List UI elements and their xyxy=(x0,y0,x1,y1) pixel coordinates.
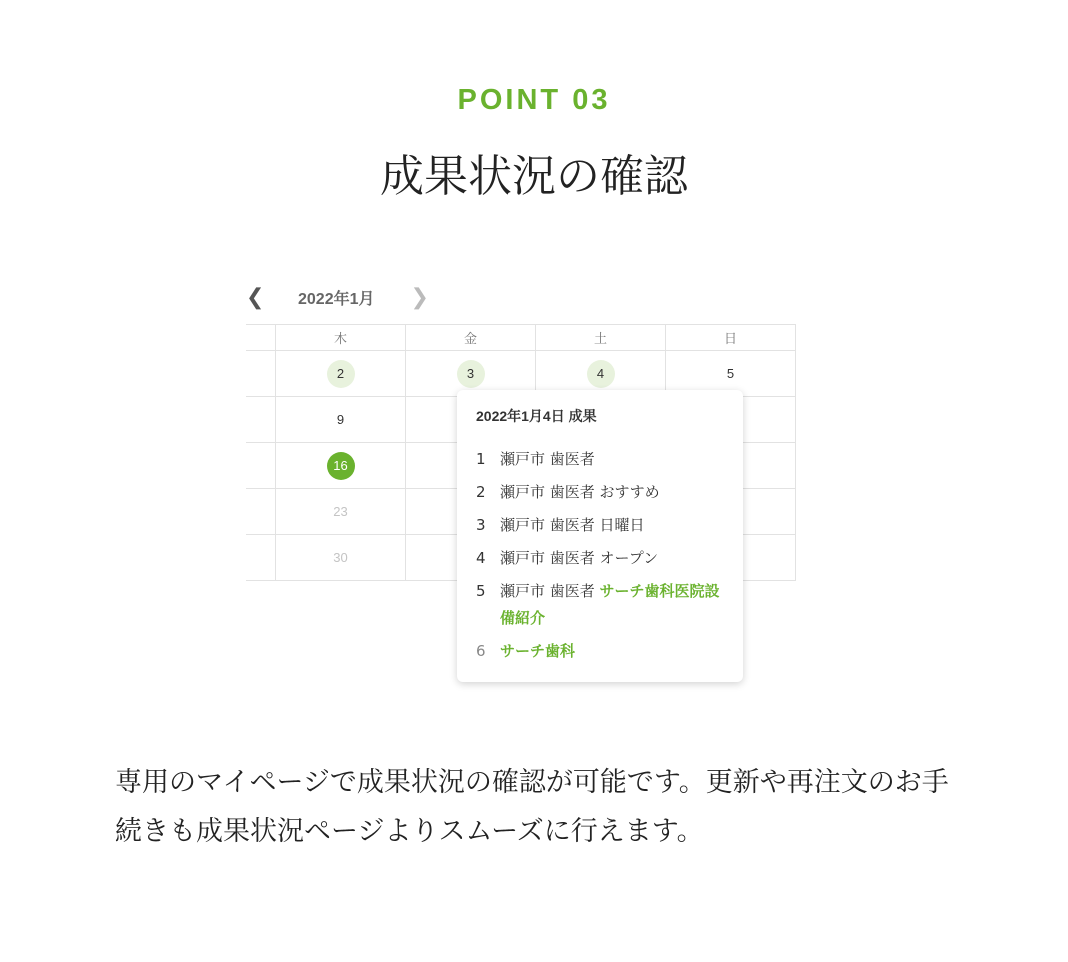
point-label: POINT 03 xyxy=(457,84,611,116)
day-cell-partial xyxy=(246,397,276,443)
rank-number: 4 xyxy=(476,549,486,567)
calendar-nav xyxy=(246,283,429,311)
ranking-item xyxy=(476,479,723,506)
chevron-left-icon[interactable]: ❮ xyxy=(246,284,265,310)
day-marker[interactable]: 3 xyxy=(457,360,485,388)
results-tooltip xyxy=(457,390,743,682)
rank-number: 2 xyxy=(476,483,486,501)
weekday-fri: 金 xyxy=(406,325,536,351)
rank-number: 6 xyxy=(476,642,486,660)
day-cell-partial xyxy=(246,443,276,489)
section-title: 成果状況の確認 xyxy=(380,151,688,202)
ranking-item xyxy=(476,545,723,572)
day-number: 23 xyxy=(333,503,348,519)
day-number: 9 xyxy=(336,411,345,427)
weekday-thu: 木 xyxy=(276,325,406,351)
weekday-sun: 日 xyxy=(666,325,796,351)
tooltip-title: 2022年1月4日 成果 xyxy=(476,408,597,424)
keyword: 瀬戸市 歯医者 xyxy=(500,582,600,600)
ranking-item xyxy=(476,578,723,632)
day-cell[interactable] xyxy=(276,397,406,443)
weekday-header-row xyxy=(246,325,796,351)
day-cell[interactable] xyxy=(276,443,406,489)
day-cell-partial xyxy=(246,535,276,581)
keyword: 瀬戸市 歯医者 オープン xyxy=(500,549,659,567)
keyword: 瀬戸市 歯医者 xyxy=(500,450,595,468)
chevron-right-icon[interactable]: ❯ xyxy=(410,284,429,310)
weekday-header-partial xyxy=(246,325,276,351)
day-cell[interactable] xyxy=(276,351,406,397)
site-name-highlight: サーチ歯科医院設備紹介 xyxy=(500,582,720,627)
site-name-highlight: サーチ歯科 xyxy=(500,642,576,660)
weekday-sat: 土 xyxy=(536,325,666,351)
day-cell-partial xyxy=(246,351,276,397)
ranking-item xyxy=(476,512,723,539)
rank-number: 5 xyxy=(476,582,486,600)
day-marker[interactable]: 2 xyxy=(327,360,355,388)
day-cell-partial xyxy=(246,489,276,535)
day-marker[interactable]: 4 xyxy=(587,360,615,388)
keyword: 瀬戸市 歯医者 日曜日 xyxy=(500,516,645,534)
rank-number: 3 xyxy=(476,516,486,534)
month-label: 2022年1月 xyxy=(298,290,375,308)
day-number: 5 xyxy=(726,365,735,381)
description-text: 専用のマイページで成果状況の確認が可能です。更新や再注文のお手続きも成果状況ページよりスムーズに行えます。 xyxy=(115,767,949,847)
day-cell[interactable] xyxy=(276,535,406,581)
rank-number: 1 xyxy=(476,450,486,468)
keyword-with-site xyxy=(500,578,723,632)
today-marker[interactable]: 16 xyxy=(327,452,355,480)
day-number: 30 xyxy=(333,549,348,565)
ranking-item xyxy=(476,446,723,473)
ranking-item xyxy=(476,638,723,665)
day-cell[interactable] xyxy=(276,489,406,535)
keyword: 瀬戸市 歯医者 おすすめ xyxy=(500,483,660,501)
